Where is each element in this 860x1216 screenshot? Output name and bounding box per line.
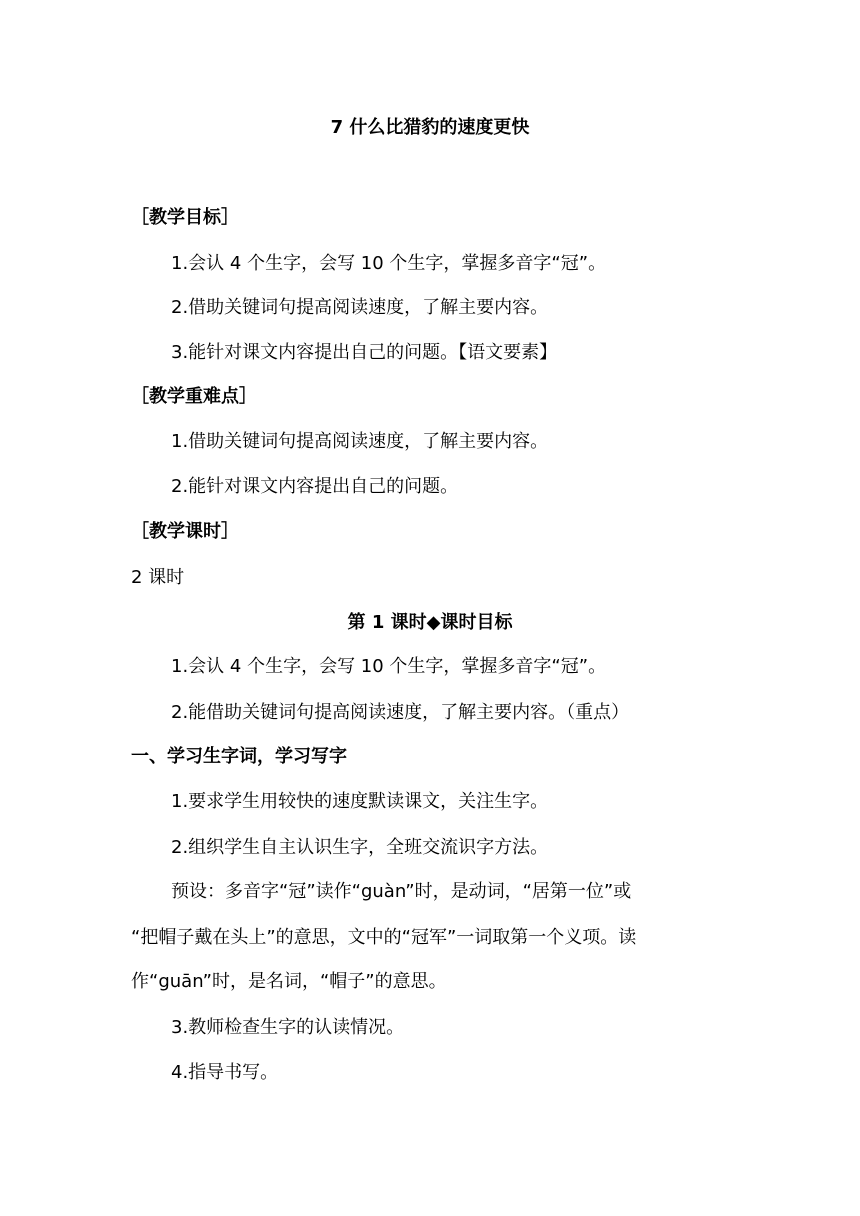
section-heading-objectives: ［教学目标］ [131,207,239,228]
step-item-3: 3.教师检查生字的认读情况。 [171,1017,405,1038]
objective-item-2: 2.借助关键词句提高阅读速度，了解主要内容。 [171,297,549,318]
periods-text: 2 课时 [131,567,185,588]
key-point-item-2: 2.能针对课文内容提出自己的问题。 [171,476,459,497]
section-heading-periods: ［教学课时］ [131,521,239,542]
step-item-2: 2.组织学生自主认识生字，全班交流识字方法。 [171,837,549,858]
preset-line-3: 作“guān”时，是名词，“帽子”的意思。 [131,971,447,992]
objective-item-3: 3.能针对课文内容提出自己的问题。【语文要素】 [171,342,558,363]
preset-line-2: “把帽子戴在头上”的意思，文中的“冠军”一词取第一个义项。读 [131,927,637,948]
step-item-4: 4.指导书写。 [171,1062,279,1083]
document-title: 7 什么比猎豹的速度更快 [330,117,530,138]
section-heading-key-points: ［教学重难点］ [131,386,257,407]
lesson-title: 第 1 课时◆课时目标 [347,612,513,633]
preset-line-1: 预设：多音字“冠”读作“guàn”时，是动词，“居第一位”或 [171,881,632,902]
lesson-goal-1: 1.会认 4 个生字，会写 10 个生字，掌握多音字“冠”。 [171,656,607,677]
objective-item-1: 1.会认 4 个生字，会写 10 个生字，掌握多音字“冠”。 [171,253,607,274]
step-item-1: 1.要求学生用较快的速度默读课文，关注生字。 [171,791,549,812]
part-heading: 一、学习生字词，学习写字 [131,746,347,767]
lesson-goal-2: 2.能借助关键词句提高阅读速度，了解主要内容。（重点） [171,702,630,723]
key-point-item-1: 1.借助关键词句提高阅读速度，了解主要内容。 [171,431,549,452]
